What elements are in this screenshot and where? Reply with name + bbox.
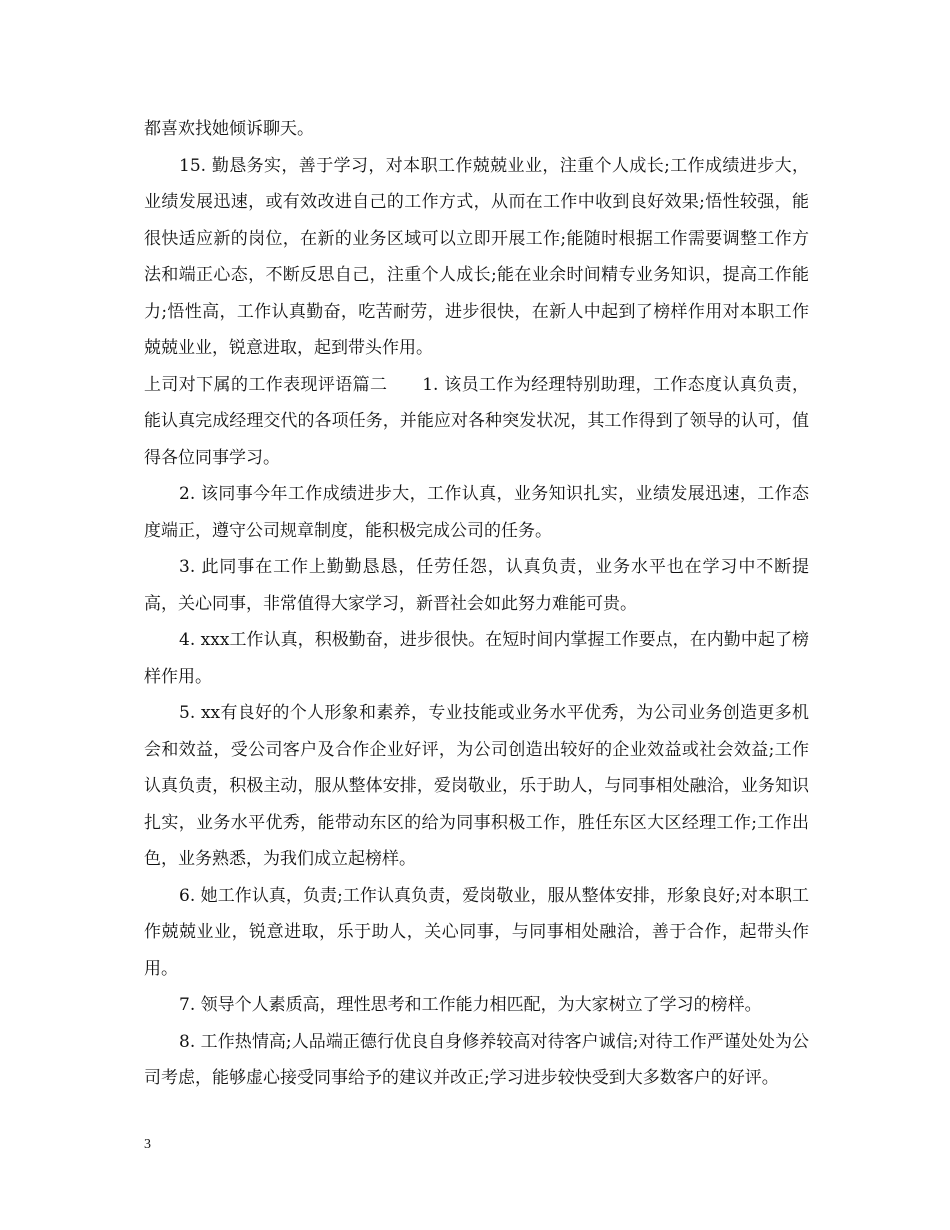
paragraph-item-2: 2. 该同事今年工作成绩进步大，工作认真，业务知识扎实，业绩发展迅速，工作态度端正，遵守公司规章制度，能积极完成公司的任务。 (144, 484, 809, 541)
document-body (144, 111, 809, 1097)
paragraph-item-7: 7. 领导个人素质高，理性思考和工作能力相匹配，为大家树立了学习的榜样。 (179, 995, 762, 1015)
page-number: 3 (144, 1137, 151, 1152)
paragraph-continuation: 都喜欢找她倾诉聊天。 (144, 119, 314, 139)
paragraph-item-5: 5. xx有良好的个人形象和素养，专业技能或业务水平优秀，为公司业务创造更多机会和效益，受公司客户及合作企业好评，为公司创造出较好的企业效益或社会效益;工作认真负责，积极主动，服从整体安排，爱岗敬业，乐于助人，与同事相处融洽，业务知识扎实，业务水平优秀，能带动东区的给为同事积极工作，胜任东区大区经理工作;工作出色，业务熟悉，为我们成立起榜样。 (144, 703, 809, 869)
paragraph-item-4: 4. xxx工作认真，积极勤奋，进步很快。在短时间内掌握工作要点，在内勤中起了榜样作用。 (144, 630, 809, 687)
paragraph-item-15: 15. 勤恳务实，善于学习，对本职工作兢兢业业，注重个人成长;工作成绩进步大，业绩发展迅速，或有效改进自己的工作方式，从而在工作中收到良好效果;悟性较强，能很快适应新的岗位，在新的业务区域可以立即开展工作;能随时根据工作需要调整工作方法和端正心态，不断反思自己，注重个人成长;能在业余时间精专业务知识，提高工作能力;悟性高，工作认真勤奋，吃苦耐劳，进步很快，在新人中起到了榜样作用对本职工作兢兢业业，锐意进取，起到带头作用。 (144, 155, 809, 358)
paragraph-item-8: 8. 工作热情高;人品端正德行优良自身修养较高对待客户诚信;对待工作严谨处处为公司考虑，能够虚心接受同事给予的建议并改正;学习进步较快受到大多数客户的好评。 (144, 1031, 809, 1088)
paragraph-item-6: 6. 她工作认真，负责;工作认真负责，爱岗敬业，服从整体安排，形象良好;对本职工作兢兢业业，锐意进取，乐于助人，关心同事，与同事相处融洽，善于合作，起带头作用。 (144, 885, 809, 979)
paragraph-item-3: 3. 此同事在工作上勤勤恳恳，任劳任怨，认真负责，业务水平也在学习中不断提高，关心同事，非常值得大家学习，新晋社会如此努力难能可贵。 (144, 557, 809, 614)
paragraph-section-two-item-1: 上司对下属的工作表现评语篇二 1. 该员工作为经理特别助理，工作态度认真负责，能认真完成经理交代的各项任务，并能应对各种突发状况，其工作得到了领导的认可，值得各位同事学习。 (144, 374, 809, 468)
